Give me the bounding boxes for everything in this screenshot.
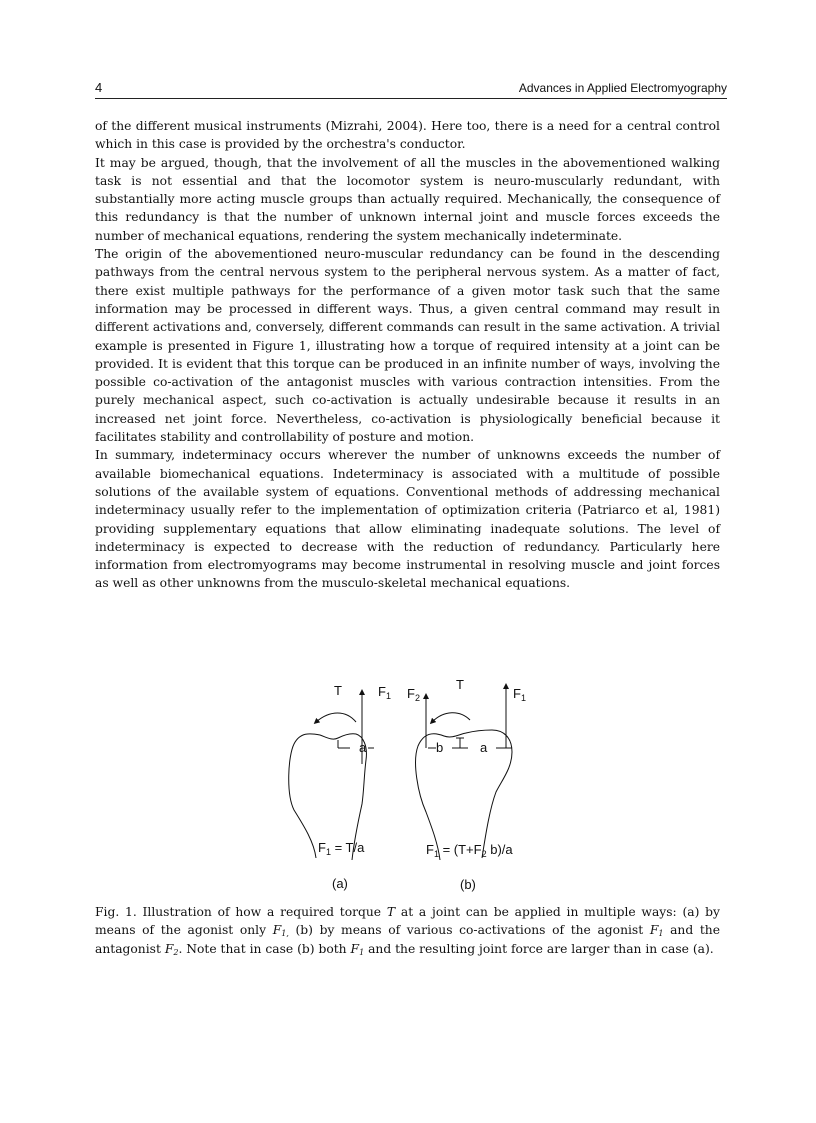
caption-text: and the antagonist <box>95 923 720 956</box>
page-number: 4 <box>95 80 103 95</box>
caption-text: and the resulting joint force are larger than in case (a). <box>364 941 714 956</box>
paragraph: of the different musical instruments (Mizrahi, 2004). Here too, there is a need for a central control which in this case is provided by the orchestra's conductor. <box>95 119 720 152</box>
force-label-f2-b: F2 <box>407 686 420 703</box>
paragraph: The origin of the abovementioned neuro-muscular redundancy can be found in the descending pathways from the central nervous system to the peripheral nervous system. As a matter of fact, there exist multiple pathways for the performance of a given motor task such that the same information may be processed in different ways. Thus, a given central command may result in different activations and, conversely, different commands can result in the same activation. A trivial example is presented in Figure 1, illustrating how a torque of required intensity at a joint can be provided. It is evident that this torque can be produced in an infinite number of ways, involving the possible co-activation of the antagonist muscles with various contraction intensities. From the purely mechanical aspect, such co-activation is actually undesirable because it results in an increased net joint force. Nevertheless, co-activation is physiologically beneficial because it facilitates stability and controllability of posture and motion. <box>95 247 720 445</box>
caption-text: (b) by means of various co-activations of the agonist <box>288 923 650 938</box>
caption-text: Fig. 1. Illustration of how a required torque <box>95 905 387 919</box>
force-label-f1-b: F1 <box>513 686 526 703</box>
caption-symbol: T <box>386 905 396 919</box>
torque-arrow-b <box>432 713 470 722</box>
force-label-f1-a: F1 <box>378 684 391 701</box>
figure-1 <box>270 672 570 894</box>
bone-b-outline <box>416 730 512 860</box>
panel-label-a: (a) <box>332 876 348 891</box>
caption-text: at a joint can be applied in multiple ways: (a) by means of the agonist only <box>95 905 720 938</box>
caption-symbol: $F_{1,}$ <box>272 923 289 939</box>
torque-label-a: T <box>334 683 342 698</box>
running-head: Advances in Applied Electromyography <box>518 81 727 95</box>
figure-1-diagram <box>270 672 570 894</box>
arm-label-a: a <box>359 740 367 755</box>
caption-symbol: $F_2$ <box>164 941 179 957</box>
panel-label-b: (b) <box>460 877 476 892</box>
equation-a: F1 = T/a <box>318 840 365 857</box>
caption-symbol: $F_1$ <box>649 923 664 939</box>
arm-label-b: b <box>436 740 444 755</box>
caption-text: . Note that in case (b) both <box>178 941 351 956</box>
page-header <box>95 80 727 99</box>
paragraph: It may be argued, though, that the involvement of all the muscles in the abovementioned walking task is not essential and that the locomotor system is neuro-muscularly redundant, with substantially more acting muscle groups than actually required. Mechanically, the consequence of this redundancy is that the number of unknown internal joint and muscle forces exceeds the number of mechanical equations, rendering the system mechanically indeterminate. <box>95 155 720 243</box>
equation-b: F1 = (T+F2 b)/a <box>426 842 513 859</box>
figure-caption <box>95 903 720 958</box>
torque-arrow-a <box>316 713 356 722</box>
arm-label-a-b: a <box>480 740 488 755</box>
torque-label-b: T <box>456 677 464 692</box>
body-text <box>95 117 720 593</box>
paragraph: In summary, indeterminacy occurs wherever the number of unknowns exceeds the number of available biomechanical equations. Indeterminacy is associated with a multitude of possible solutions of the available system of equations. Conventional methods of addressing mechanical indeterminacy usually refer to the implementation of optimization criteria (Patriarco et al, 1981) providing supplementary equations that allow eliminating inadequate solutions. The level of indeterminacy is expected to decrease with the reduction of redundancy. Particularly here information from electromyograms may become instrumental in resolving muscle and joint forces as well as other unknowns from the musculo-skeletal mechanical equations. <box>95 448 720 591</box>
caption-symbol: $F_1$ <box>350 941 365 957</box>
